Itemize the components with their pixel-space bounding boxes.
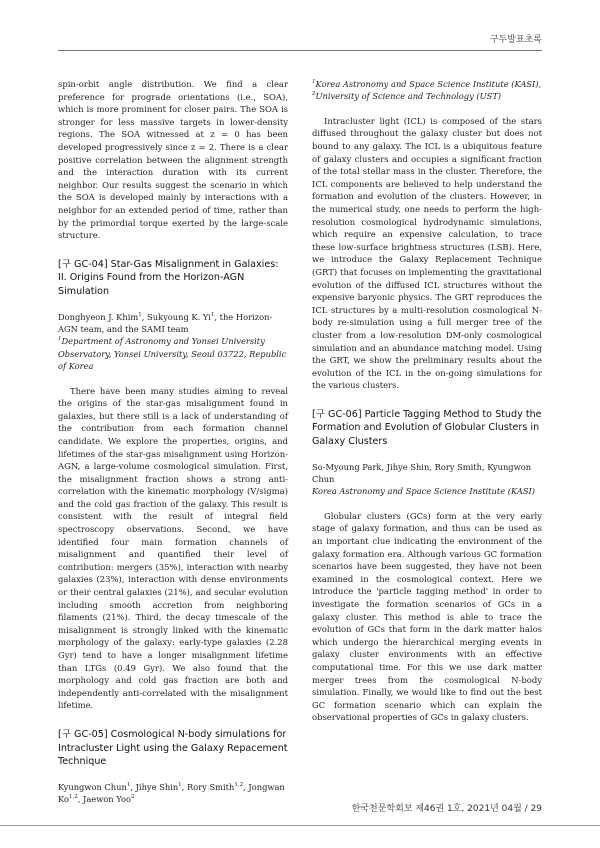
gc06-affiliation: Korea Astronomy and Space Science Institute (KASI) [312,486,536,497]
gc05-abstract: Intracluster light (ICL) is composed of the stars diffused throughout the galaxy cluster but does not bound to any galaxy. The ICL is a ubiquitous feature of galaxy clusters and occupies a significant fraction of the total stellar mass in the cluster. Therefore, the ICL components are believed to help understand the formation and evolution of the clusters. However, in the numerical study, one needs to perform the high-resolution cosmological hydrodynamic simulations, which require an expensive calculation, to trace these low-surface brightness structures (LSB). Here, we introduce the Galaxy Replacement Technique (GRT) that focuses on implementing the gravitational evolution of the diffused ICL structures without the expensive baryonic physics. The GRT reproduces the ICL structures by a multi-resolution cosmological N-body re-simulation using a full merger tree of the cluster from a low-resolution DM-only cosmological simulation and an abundance matching model. Using the GRT, we show the preliminary results about the evolution of the ICL in the on-going simulations for the various clusters. [312,115,542,391]
gc05-title: [구 GC-05] Cosmological N-body simulations for Intracluster Light using the Galaxy Repacement Technique [58,728,288,768]
gc06-abstract: Globular clusters (GCs) form at the very early stage of galaxy formation, and thus can be used as an important clue indicating the environment of the galaxy formation era. Although various GC formation scenarios have been suggested, they have not been examined in the cosmological context. Here we introduce the 'particle tagging method' in order to investigate the formation scenarios of GCs in a galaxy cluster. This method is able to trace the evolution of GCs that form in the dark matter halos which undergo the hierarchical merging events in galaxy cluster environments with an effective computational time. For this we use dark matter merger trees from the cosmological N-body simulation. Finally, we would like to find out the best GC formation scenario which can explain the observational properties of GCs in galaxy clusters. [312,510,542,723]
page-footer: 한국천문학회보 제46권 1호, 2021년 04월 / 29 [351,804,542,814]
footer-divider [0,825,600,826]
page-header-label: 구두발표초록 [489,35,542,45]
header-divider [58,50,542,51]
right-column [312,78,542,724]
left-column [58,78,288,806]
gc05-authors: Kyungwon Chun$^1$, Jihye Shin$^1$, Rory Smith$^{1,2}$, Jongwan Ko$^{1,2}$, Jaewon Yoo$^2$ [58,781,285,805]
gc05-affiliation: $^1$Korea Astronomy and Space Science Institute (KASI), $^2$University of Science and Technology (UST) [312,79,542,102]
gc04-abstract: There have been many studies aiming to reveal the origins of the star-gas misalignment found in galaxies, but there still is a lack of understanding of the contribution from each formation channel candidate. We explore the properties, origins, and lifetimes of the star-gas misalignment using Horizon-AGN, a large-volume cosmological simulation. First, the misalignment fraction shows a strong anti-correlation with the kinematic morphology (V/sigma) and the cold gas fraction of the galaxy. This result is consistent with the result of integral field spectroscopy observations. Second, we have identified four main formation channels of misalignment and quantified their level of contribution: mergers (35%), interaction with nearby galaxies (23%), interaction with dense environments or their central galaxies (21%), and secular evolution including smooth accretion from neighboring filaments (21%). Third, the decay timescale of the misalignment is strongly linked with the kinematic morphology of the galaxy: early-type galaxies (2.28 Gyr) tend to have a longer misalignment lifetime than LTGs (0.49 Gyr). We also found that the morphology and cold gas fraction are both and independently anti-correlated with the misalignment lifetime. [58,385,288,711]
gc04-affiliation: $^1$Department of Astronomy and Yonsei University Observatory, Yonsei University, Seoul 03722, Republic of Korea [58,336,287,372]
gc04-authors: Donghyeon J. Khim$^1$, Sukyoung K. Yi$^1$, the Horizon-AGN team, and the SAMI team [58,311,273,334]
gc06-authors: So-Myoung Park, Jihye Shin, Rory Smith, Kyungwon Chun [312,461,532,485]
continued-abstract: spin-orbit angle distribution. We find a clear preference for prograde orientations (i.e., SOA), which is more prominent for closer pairs. The SOA is stronger for less massive targets in lower-density regions. The SOA witnessed at z = 0 has been developed progressively since z = 2. There is a clear positive correlation between the alignment strength and the interaction duration with its current neighbor. Our results suggest the scenario in which the SOA is developed mainly by interactions with a neighbor for an extended period of time, rather than by the primordial torque exerted by the large-scale structure. [58,79,288,241]
gc04-title: [구 GC-04] Star-Gas Misalignment in Galaxies: II. Origins Found from the Horizon-AGN Simulation [58,258,279,297]
gc06-title: [구 GC-06] Particle Tagging Method to Study the Formation and Evolution of Globular Clusters in Galaxy Clusters [312,408,542,448]
